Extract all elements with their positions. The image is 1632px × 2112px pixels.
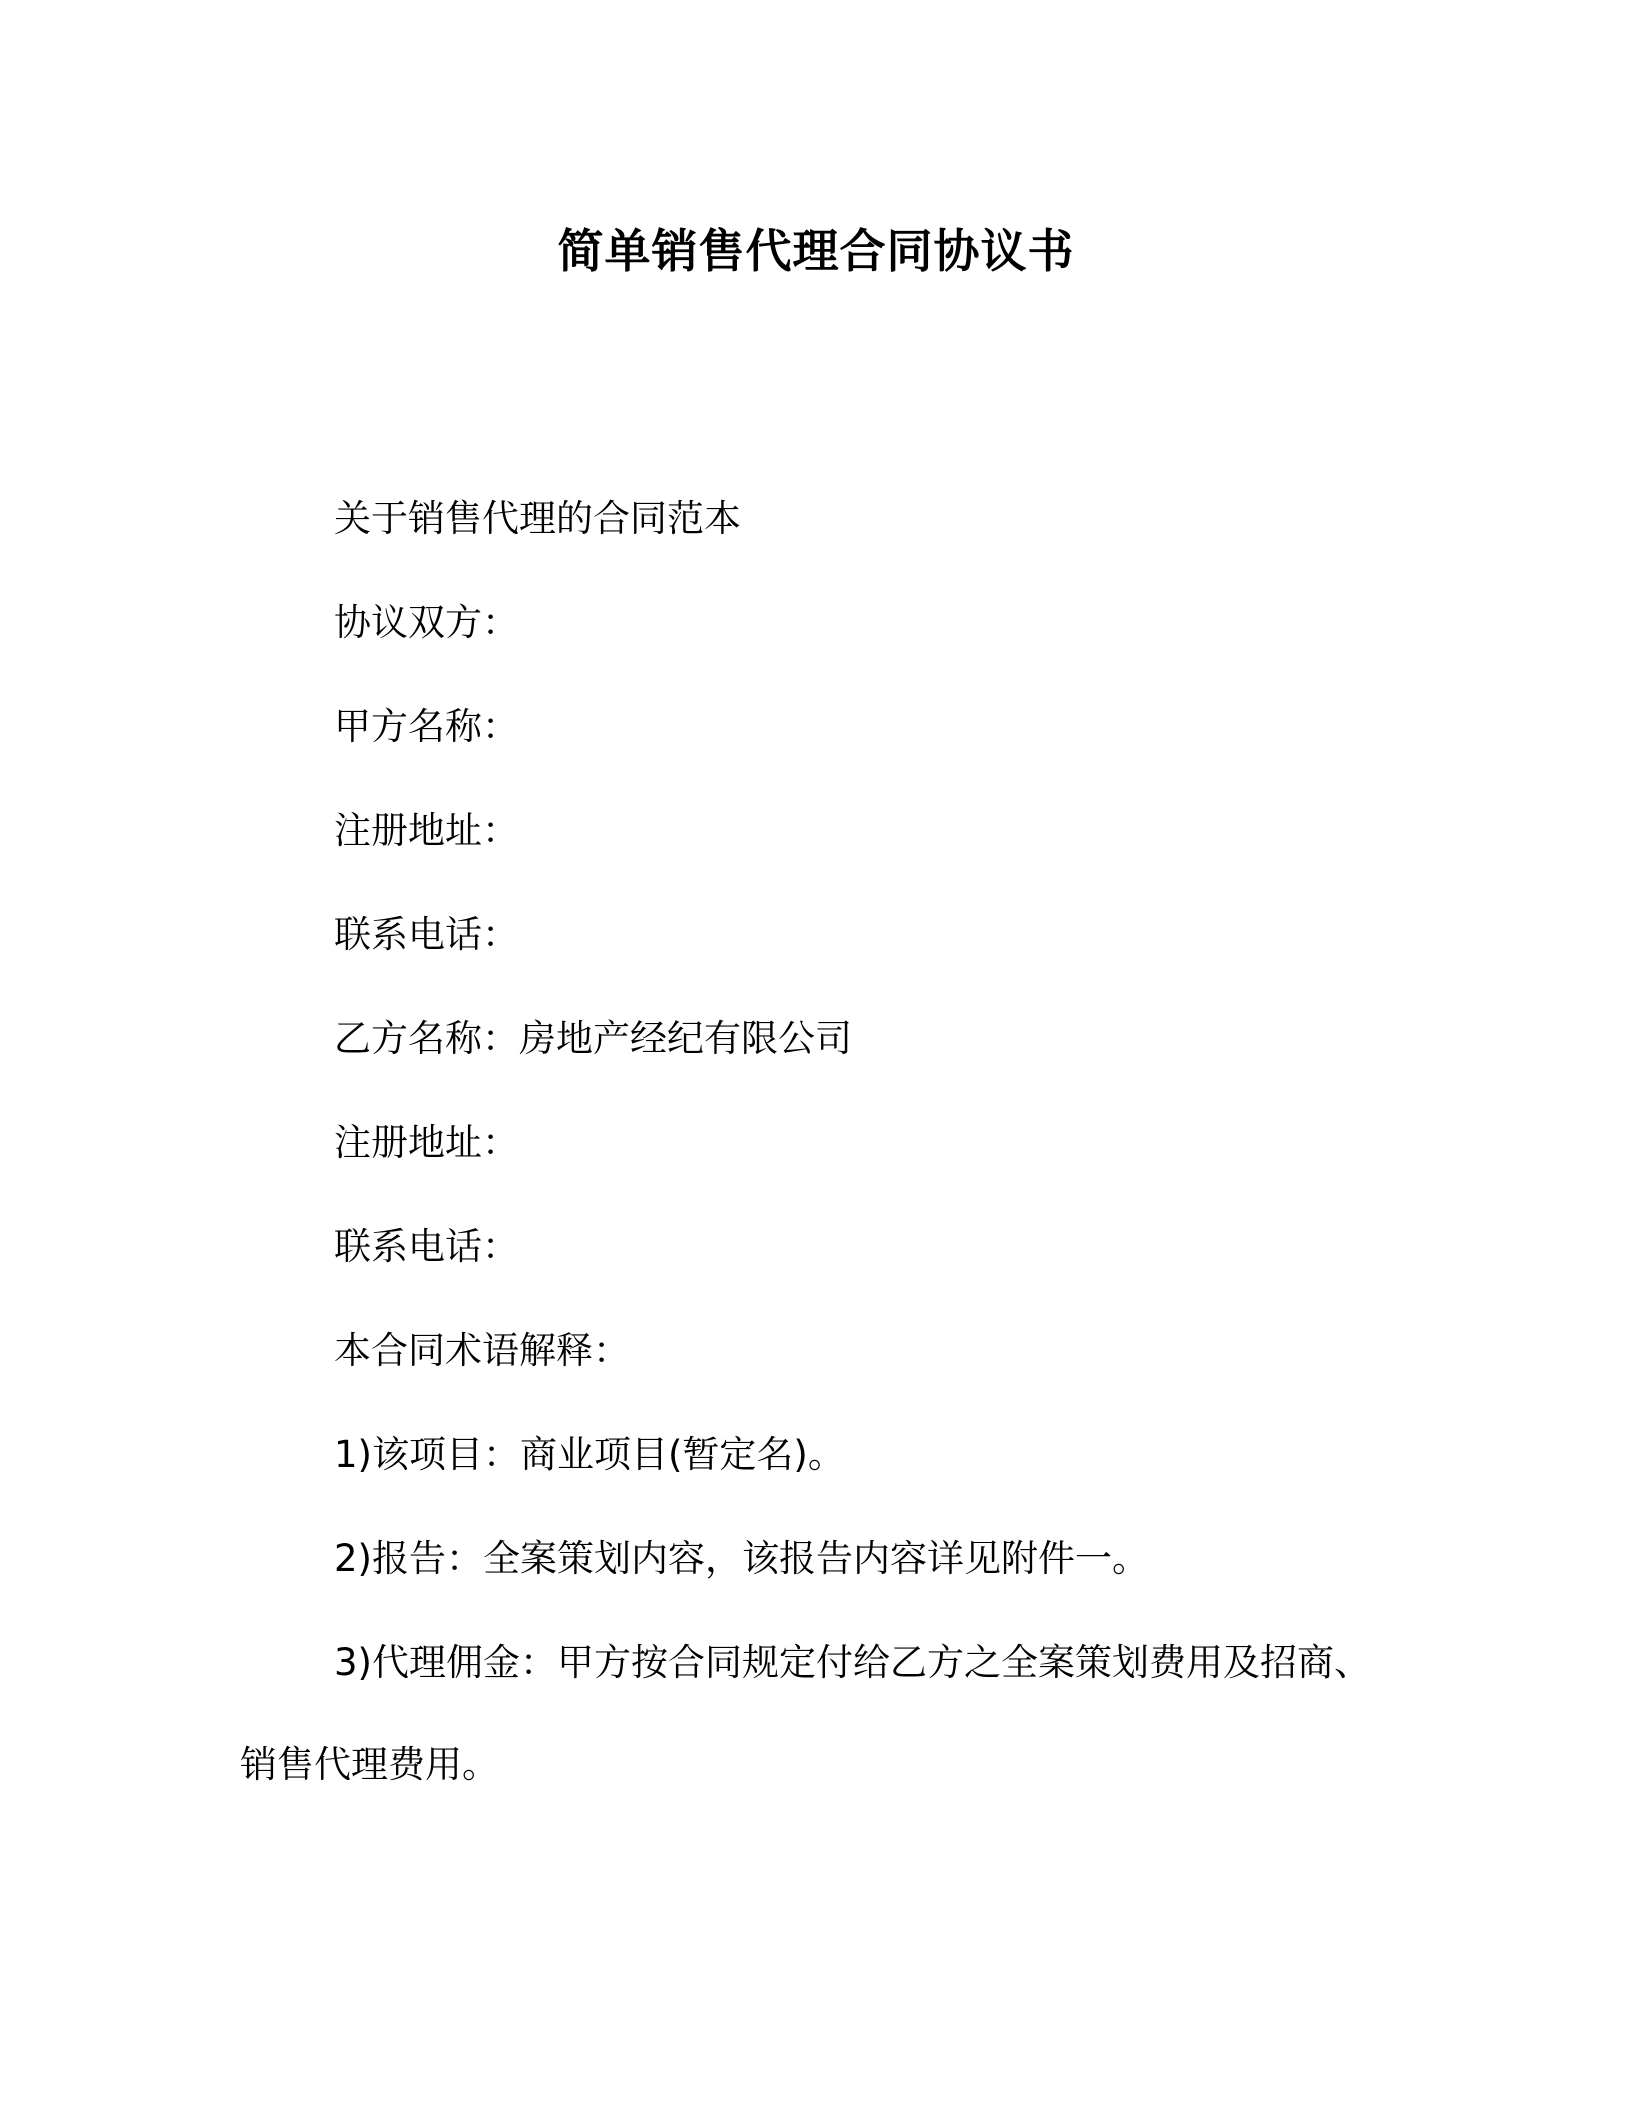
paragraph-party-b-phone: 联系电话：	[334, 1225, 519, 1268]
document-title: 简单销售代理合同协议书	[557, 224, 1075, 278]
paragraph-party-a-phone: 联系电话：	[334, 913, 519, 956]
paragraph-parties: 协议双方：	[334, 601, 519, 644]
paragraph-term-commission	[240, 1638, 1392, 1790]
paragraph-intro: 关于销售代理的合同范本	[334, 497, 741, 540]
paragraph-party-b-address: 注册地址：	[334, 1121, 519, 1164]
paragraph-term-project: 1)该项目：商业项目(暂定名)。	[334, 1433, 845, 1476]
paragraph-term-commission-line2: 销售代理费用。	[240, 1743, 499, 1786]
paragraph-party-a-address: 注册地址：	[334, 809, 519, 852]
paragraph-term-report: 2)报告：全案策划内容，该报告内容详见附件一。	[334, 1537, 1149, 1580]
paragraph-party-a-name: 甲方名称：	[334, 705, 519, 748]
paragraph-term-commission-line1: 3)代理佣金：甲方按合同规定付给乙方之全案策划费用及招商、	[334, 1641, 1371, 1684]
paragraph-party-b-name: 乙方名称：房地产经纪有限公司	[334, 1017, 852, 1060]
paragraph-terms-heading: 本合同术语解释：	[334, 1329, 630, 1372]
